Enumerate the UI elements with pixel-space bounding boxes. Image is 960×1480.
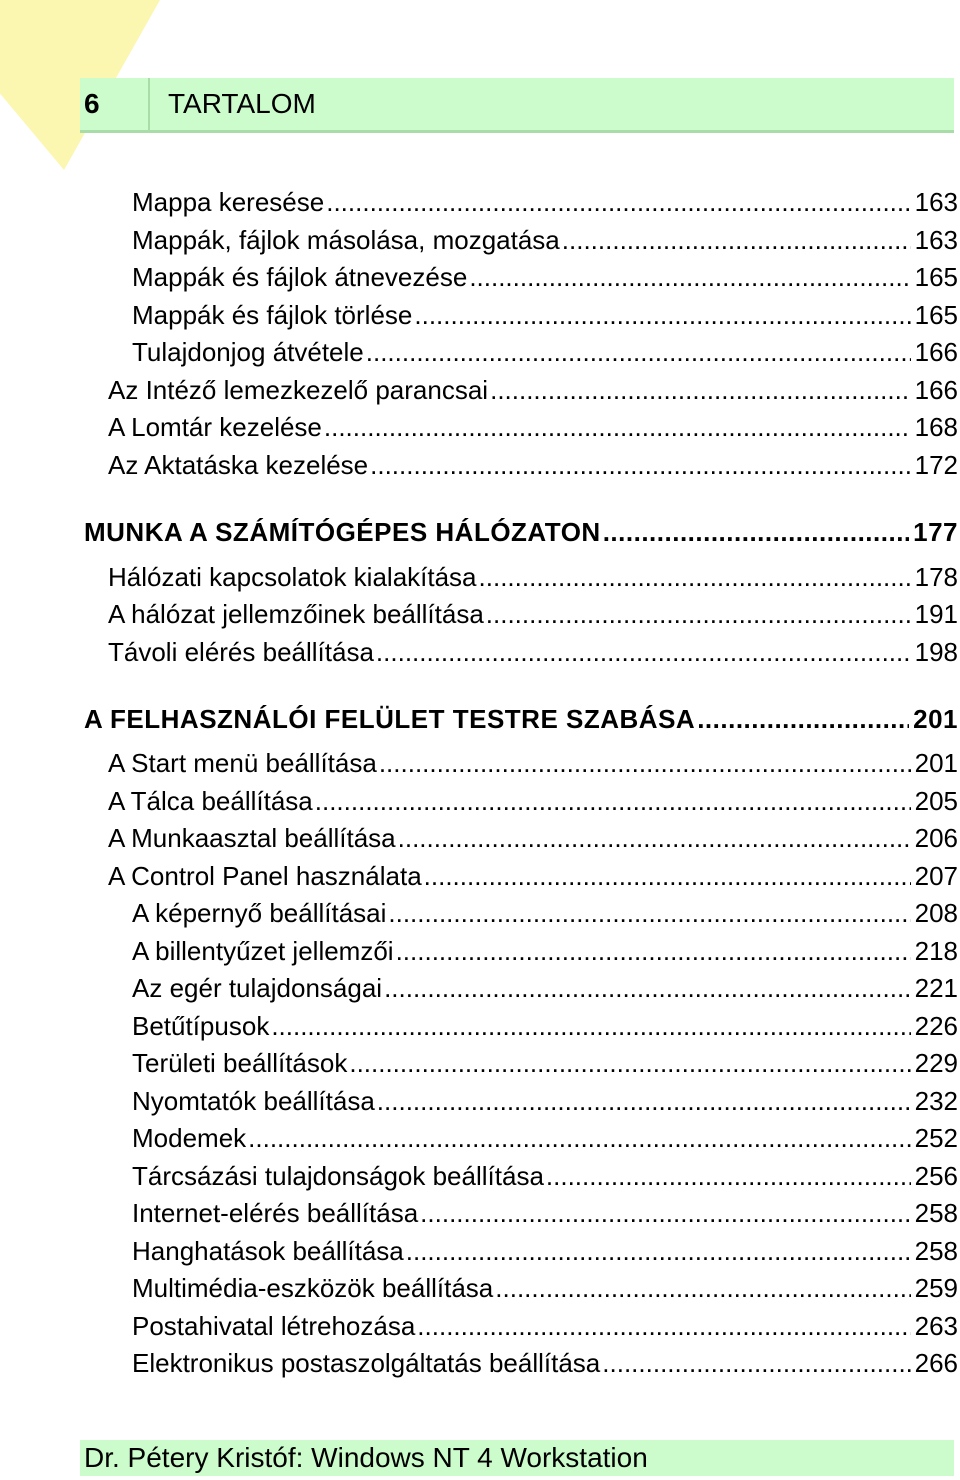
toc-entry-label: A billentyűzet jellemzői: [132, 936, 394, 966]
toc-leader-dots: [414, 300, 910, 331]
toc-leader-dots: [388, 898, 910, 929]
toc-entry-page: 198: [914, 637, 958, 667]
toc-leader-dots: [349, 1048, 910, 1079]
toc-entry-label: A Control Panel használata: [108, 861, 422, 891]
toc-leader-dots: [424, 861, 911, 892]
toc-entry-label: Elektronikus postaszolgáltatás beállítása: [132, 1348, 601, 1378]
toc-entry-label: Az Intéző lemezkezelő parancsai: [108, 375, 489, 405]
toc-entry[interactable]: [132, 262, 958, 293]
toc-entry-page: 201: [914, 748, 958, 778]
toc-entry[interactable]: [132, 1273, 958, 1304]
toc-entry[interactable]: [132, 1011, 958, 1042]
toc-entry-page: 208: [914, 898, 958, 928]
toc-entry-page: 166: [914, 337, 958, 367]
toc-entry-label: Az Aktatáska kezelése: [108, 450, 369, 480]
toc-entry-label: Területi beállítások: [132, 1048, 348, 1078]
toc-entry-label: A Lomtár kezelése: [108, 412, 322, 442]
toc-entry-page: 165: [914, 262, 958, 292]
toc-entry[interactable]: [132, 1048, 958, 1079]
toc-entry[interactable]: [108, 823, 958, 854]
toc-entry-page: 165: [914, 300, 958, 330]
toc-entry-label: MUNKA A SZÁMÍTÓGÉPES HÁLÓZATON: [84, 517, 601, 547]
toc-entry-page: 163: [914, 187, 958, 217]
toc-leader-dots: [469, 262, 910, 293]
toc-leader-dots: [326, 187, 910, 218]
toc-leader-dots: [384, 973, 911, 1004]
toc-entry-label: Multimédia-eszközök beállítása: [132, 1273, 494, 1303]
toc-entry-label: Mappa keresése: [132, 187, 325, 217]
toc-entry-label: Hanghatások beállítása: [132, 1236, 404, 1266]
toc-leader-dots: [379, 748, 911, 779]
toc-entry[interactable]: [132, 300, 958, 331]
toc-entry[interactable]: [108, 861, 958, 892]
toc-entry-label: A hálózat jellemzőinek beállítása: [108, 599, 484, 629]
page-number: 6: [80, 78, 150, 130]
toc-entry[interactable]: [108, 637, 958, 668]
toc-entry[interactable]: [108, 412, 958, 443]
toc-leader-dots: [603, 517, 909, 548]
toc-entry-page: 178: [914, 562, 958, 592]
toc-leader-dots: [486, 599, 911, 630]
toc-entry-page: 206: [914, 823, 958, 853]
toc-entry-page: 191: [914, 599, 958, 629]
toc-entry-label: Postahivatal létrehozása: [132, 1311, 416, 1341]
page-title: TARTALOM: [168, 88, 316, 119]
toc-entry-page: 168: [914, 412, 958, 442]
toc-entry[interactable]: [132, 1198, 958, 1229]
toc-entry[interactable]: [132, 187, 958, 218]
toc-entry-page: 221: [914, 973, 958, 1003]
toc-entry-page: 259: [914, 1273, 958, 1303]
toc-entry-page: 207: [914, 861, 958, 891]
toc-entry-label: A képernyő beállításai: [132, 898, 387, 928]
toc-leader-dots: [420, 1198, 910, 1229]
toc-entry-label: Tulajdonjog átvétele: [132, 337, 364, 367]
toc-leader-dots: [324, 412, 911, 443]
toc-leader-dots: [376, 637, 911, 668]
toc-entry-page: 218: [914, 936, 958, 966]
toc-entry[interactable]: [132, 936, 958, 967]
toc-section-heading[interactable]: [84, 517, 958, 548]
toc-leader-dots: [366, 337, 911, 368]
toc-entry-page: 263: [914, 1311, 958, 1341]
toc-entry-label: Mappák és fájlok átnevezése: [132, 262, 468, 292]
toc-entry[interactable]: [132, 225, 958, 256]
toc-entry-page: 258: [914, 1198, 958, 1228]
toc-leader-dots: [490, 375, 911, 406]
toc-entry-label: Hálózati kapcsolatok kialakítása: [108, 562, 477, 592]
toc-leader-dots: [697, 704, 909, 735]
toc-entry-page: 201: [913, 704, 958, 734]
toc-leader-dots: [396, 936, 911, 967]
toc-entry-label: Nyomtatók beállítása: [132, 1086, 375, 1116]
toc-entry[interactable]: [108, 599, 958, 630]
toc-leader-dots: [271, 1011, 910, 1042]
toc-entry[interactable]: [132, 973, 958, 1004]
toc-leader-dots: [406, 1236, 911, 1267]
toc-section-heading[interactable]: [84, 704, 958, 735]
toc-entry-label: A Tálca beállítása: [108, 786, 313, 816]
toc-entry[interactable]: [132, 1086, 958, 1117]
toc-entry[interactable]: [132, 1236, 958, 1267]
toc-entry-page: 205: [914, 786, 958, 816]
toc-entry-page: 163: [914, 225, 958, 255]
toc-entry-page: 232: [914, 1086, 958, 1116]
toc-entry[interactable]: [132, 337, 958, 368]
toc-entry[interactable]: [132, 898, 958, 929]
toc-leader-dots: [248, 1123, 910, 1154]
toc-leader-dots: [562, 225, 911, 256]
toc-entry-label: Betűtípusok: [132, 1011, 270, 1041]
toc-entry-label: A FELHASZNÁLÓI FELÜLET TESTRE SZABÁSA: [84, 704, 696, 734]
toc-entry-label: Tárcsázási tulajdonságok beállítása: [132, 1161, 544, 1191]
toc-entry[interactable]: [108, 562, 958, 593]
toc-entry-label: Mappák és fájlok törlése: [132, 300, 413, 330]
toc-entry-page: 229: [914, 1048, 958, 1078]
toc-leader-dots: [417, 1311, 910, 1342]
toc-leader-dots: [479, 562, 911, 593]
toc-leader-dots: [602, 1348, 910, 1379]
toc-leader-dots: [398, 823, 911, 854]
toc-entry-page: 252: [914, 1123, 958, 1153]
toc-entry-page: 226: [914, 1011, 958, 1041]
toc-leader-dots: [546, 1161, 911, 1192]
toc-entry-label: Mappák, fájlok másolása, mozgatása: [132, 225, 560, 255]
toc-leader-dots: [377, 1086, 911, 1117]
toc-entry[interactable]: [108, 375, 958, 406]
toc-entry-page: 256: [914, 1161, 958, 1191]
toc-entry[interactable]: [108, 786, 958, 817]
toc-entry-label: Modemek: [132, 1123, 247, 1153]
toc-entry-label: Internet-elérés beállítása: [132, 1198, 419, 1228]
toc-entry[interactable]: [108, 748, 958, 779]
toc-entry[interactable]: [132, 1311, 958, 1342]
toc-entry[interactable]: [132, 1348, 958, 1379]
toc-leader-dots: [370, 450, 910, 481]
toc-entry-label: Távoli elérés beállítása: [108, 637, 374, 667]
toc-entry[interactable]: [108, 450, 958, 481]
toc-entry-label: A Start menü beállítása: [108, 748, 377, 778]
toc-entry-page: 266: [914, 1348, 958, 1378]
toc-entry-page: 172: [914, 450, 958, 480]
toc-entry-page: 166: [914, 375, 958, 405]
toc-entry-label: A Munkaasztal beállítása: [108, 823, 396, 853]
footer-text: Dr. Pétery Kristóf: Windows NT 4 Workstation: [84, 1442, 648, 1473]
toc-entry[interactable]: [132, 1123, 958, 1154]
toc-entry-label: Az egér tulajdonságai: [132, 973, 383, 1003]
page-footer: [80, 1440, 954, 1476]
toc-entry-page: 177: [913, 517, 958, 547]
toc-leader-dots: [495, 1273, 910, 1304]
toc-entry[interactable]: [132, 1161, 958, 1192]
toc-entry-page: 258: [914, 1236, 958, 1266]
toc-leader-dots: [315, 786, 911, 817]
